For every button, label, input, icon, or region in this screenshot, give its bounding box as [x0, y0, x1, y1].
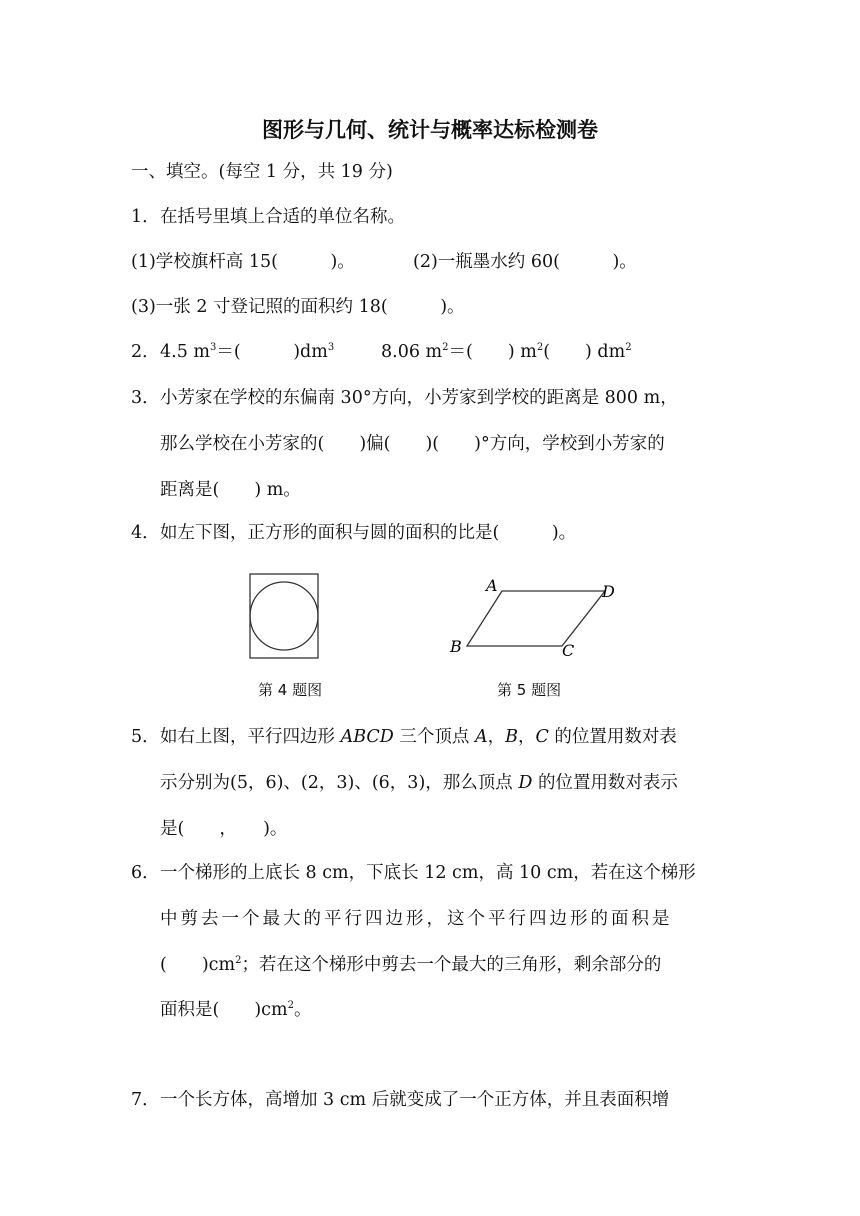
question-6: 6．一个梯形的上底长 8 cm，下底长 12 cm，高 10 cm，若在这个梯形 [131, 863, 696, 883]
question-5-line-2: 示分别为(5，6)、(2，3)、(6，3)，那么顶点 D 的位置用数对表示 [160, 773, 678, 793]
figure-5 [440, 570, 630, 662]
question-text: 在括号里填上合适的单位名称。 [160, 207, 405, 227]
page-title: 图形与几何、统计与概率达标检测卷 [262, 118, 598, 142]
question-7: 7．一个长方体，高增加 3 cm 后就变成了一个正方体，并且表面积增 [131, 1090, 670, 1110]
question-3: 3．小芳家在学校的东偏南 30°方向，小芳家到学校的距离是 800 m， [131, 388, 678, 408]
section-heading: 一、填空。(每空 1 分，共 19 分) [131, 162, 393, 182]
figure-4 [246, 570, 322, 660]
question-1-part-1: (1)学校旗杆高 15( )。 [131, 252, 355, 272]
question-5: 5．如右上图，平行四边形 ABCD 三个顶点 A，B，C 的位置用数对表 [131, 727, 677, 747]
question-3-line-2: 那么学校在小芳家的( )偏( )( )°方向，学校到小芳家的 [160, 434, 665, 454]
question-number: 3． [131, 388, 160, 408]
question-1 [131, 205, 405, 229]
figure-5-caption: 第 5 题图 [497, 681, 562, 699]
question-2 [131, 340, 334, 364]
vertex-label-a: A [486, 576, 498, 595]
question-number: 5． [131, 727, 160, 747]
circle-shape [250, 582, 318, 650]
question-6-line-2: 中剪去一个最大的平行四边形，这个平行四边形的面积是 [160, 909, 673, 929]
question-number: 7． [131, 1090, 160, 1110]
vertex-label-c: C [562, 641, 575, 660]
question-number: 4． [131, 523, 160, 543]
conversion-b: 8.06 $m^2=$( ) $m^2$( ) $dm^2$ [381, 342, 632, 362]
parallelogram-shape [467, 591, 605, 646]
figure-4-caption: 第 4 题图 [258, 681, 323, 699]
question-5-line-3: 是( ， )。 [160, 819, 288, 839]
question-4: 4．如左下图，正方形的面积与圆的面积的比是( )。 [131, 523, 577, 543]
vertex-label-d: D [602, 582, 615, 601]
question-6-line-3: ( )$cm^2$；若在这个梯形中剪去一个最大的三角形，剩余部分的 [160, 955, 662, 975]
conversion-a: 4.5 $m^3=$( )$dm^3$ [160, 342, 335, 362]
question-3-line-3: 距离是( ) m。 [160, 480, 301, 500]
question-number: 1． [131, 207, 160, 227]
question-number: 2． [131, 342, 160, 362]
square-shape [250, 574, 318, 658]
question-number: 6． [131, 863, 160, 883]
question-1-part-3: (3)一张 2 寸登记照的面积约 18( )。 [131, 297, 465, 317]
question-1-part-2: (2)一瓶墨水约 60( )。 [413, 252, 637, 272]
vertex-label-b: B [450, 637, 462, 656]
question-6-line-4: 面积是( )$cm^2$。 [160, 1000, 312, 1020]
